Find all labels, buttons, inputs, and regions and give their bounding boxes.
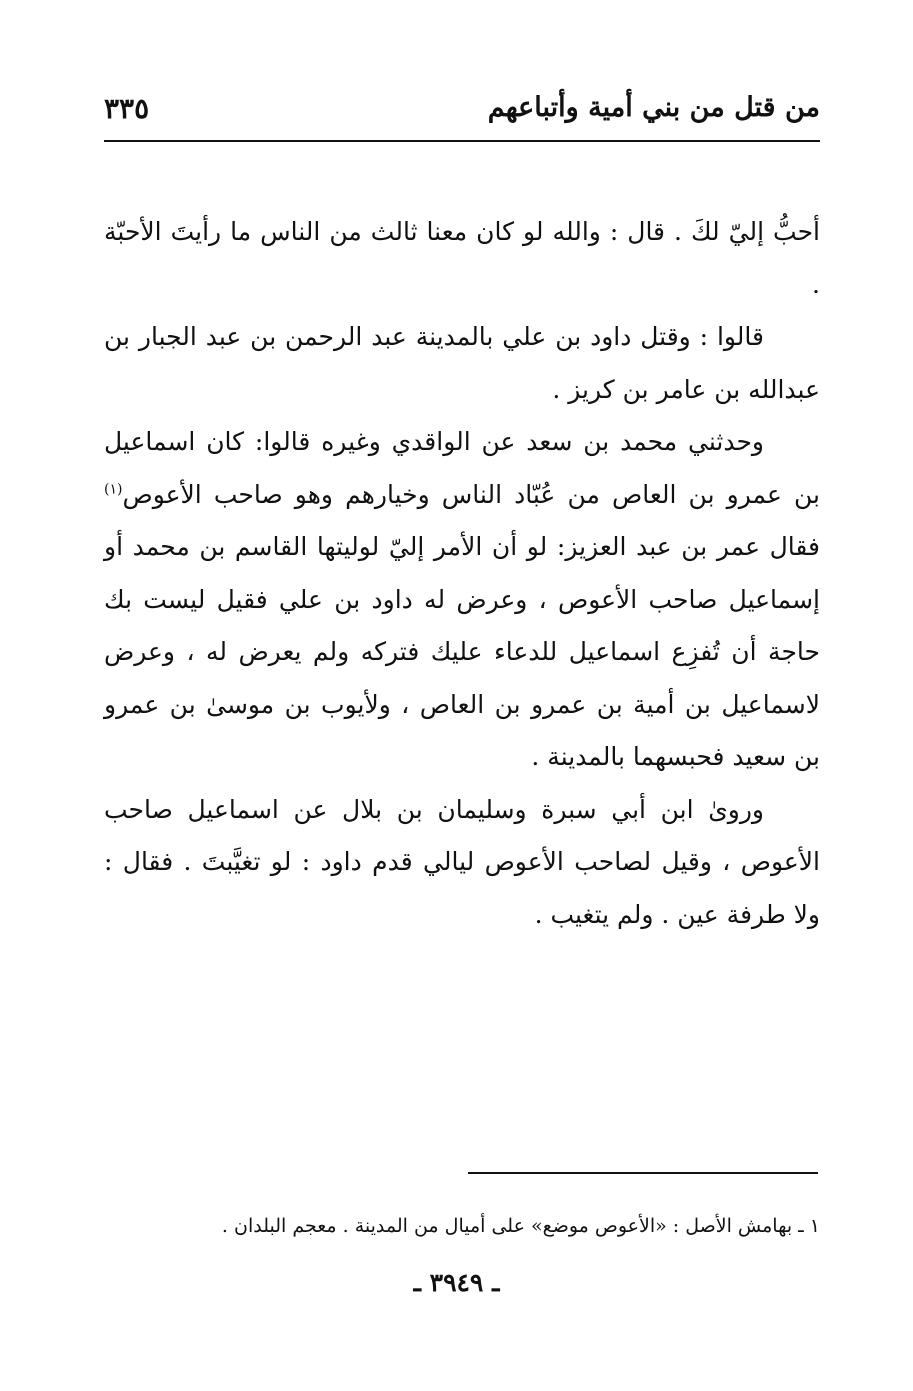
paragraph: ورویٰ ابن أبي سبرة وسليمان بن بلال عن اسماعيل صاحب الأعوص ، وقيل لصاحب الأعوص ليالي قدم داود : لو تغيَّبتَ . فقال : ولا طرفة عين . ولم يتغيب . xyxy=(104,794,820,929)
footnote-reference: (١) xyxy=(104,481,123,498)
body-text xyxy=(104,206,820,941)
paragraph xyxy=(104,416,820,784)
page-header xyxy=(104,84,820,142)
footnote-divider xyxy=(468,1172,818,1174)
paragraph: أحبُّ إليّ لكَ . قال : والله لو كان معنا ثالث من الناس ما رأيتَ الأحبّة . xyxy=(104,217,820,299)
paragraph: قالوا : وقتل داود بن علي بالمدينة عبد الرحمن بن عبد الجبار بن عبدالله بن عامر بن كريز . xyxy=(104,322,820,404)
page-number: ٣٣٥ xyxy=(104,92,150,125)
folio-number: ـ ٣٩٤٩ ـ xyxy=(413,1268,500,1297)
paragraph-text: فقال عمر بن عبد العزيز: لو أن الأمر إليّ لوليتها القاسم بن محمد أو إسماعيل صاحب الأعوص ، وعرض له داود بن علي فقيل ليست بك حاجة أن تُفزِع اسماعيل للدعاء عليك فتركه ولم يعرض له ، وعرض لاسماعيل بن أمية بن عمرو بن العاص ، ولأيوب بن موسىٰ بن عمرو بن سعيد فحبسهما بالمدينة . xyxy=(104,532,820,771)
footnote: ١ ـ بهامش الأصل : «الأعوص موضع» على أميال من المدينة . معجم البلدان . xyxy=(221,1215,820,1237)
paragraph-text: وحدثني محمد بن سعد عن الواقدي وغيره قالوا: كان اسماعيل بن عمرو بن العاص من عُبّاد الناس وخيارهم وهو صاحب الأعوص xyxy=(104,427,820,509)
running-title: من قتل من بني أمية وأتباعهم xyxy=(487,92,820,123)
